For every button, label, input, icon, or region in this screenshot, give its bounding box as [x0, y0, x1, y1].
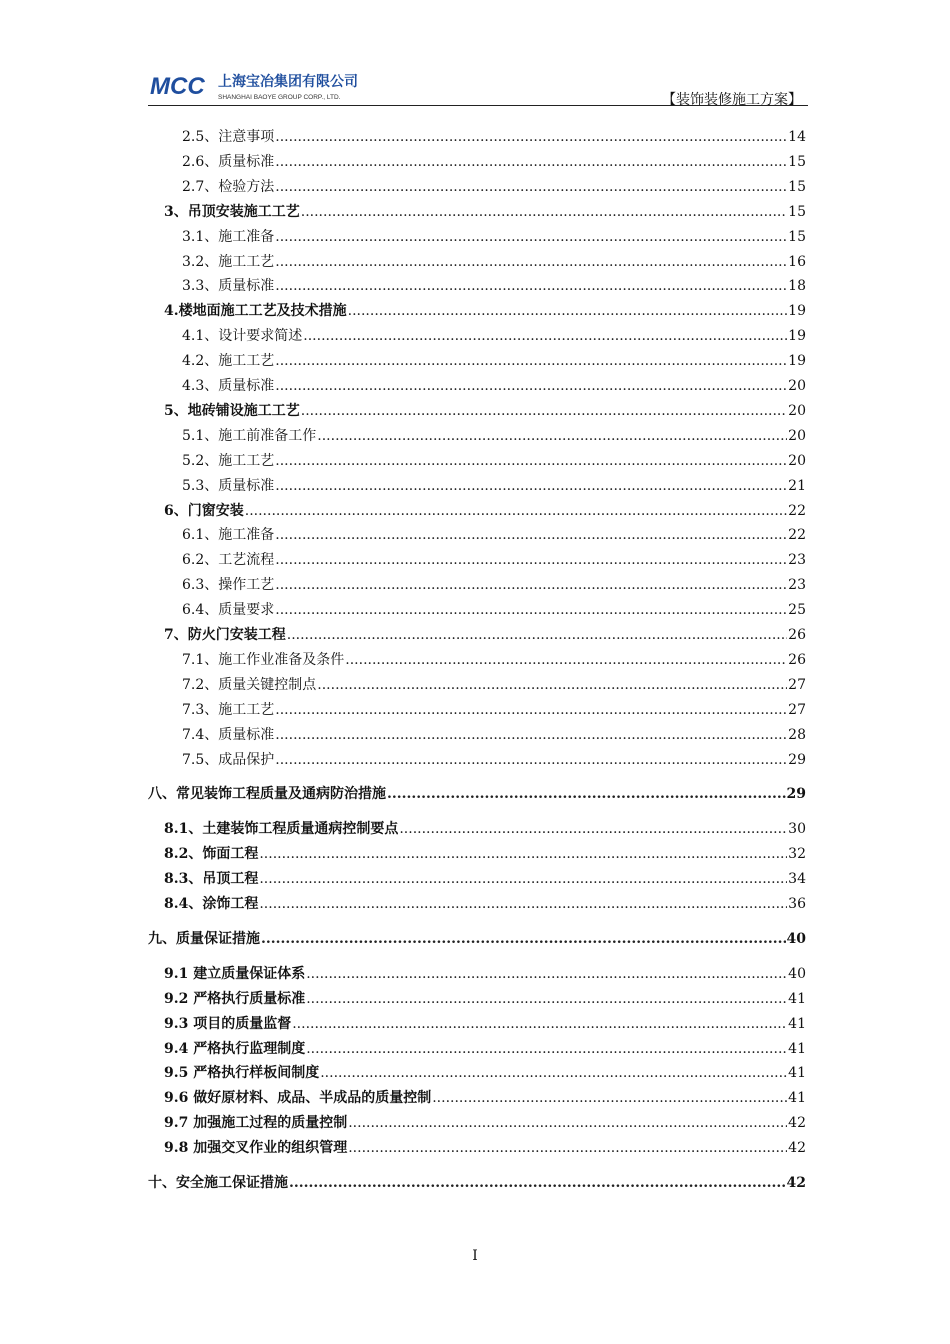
- toc-entry-label: 6.1、施工准备: [182, 527, 275, 544]
- toc-entry[interactable]: [148, 1038, 806, 1058]
- toc-entry-label: 2.7、检验方法: [182, 178, 275, 195]
- toc-entry-page: 28: [788, 726, 806, 743]
- toc-entry-label: 6.2、工艺流程: [182, 552, 275, 569]
- toc-entry-label: 5.3、质量标准: [182, 477, 275, 494]
- toc-entry-label: 8.2、饰面工程: [164, 846, 259, 863]
- toc-entry[interactable]: [148, 275, 806, 295]
- document-title: 【装饰装修施工方案】: [662, 92, 802, 108]
- toc-entry-label: 9.3 项目的质量监督: [164, 1015, 292, 1032]
- toc-entry-page: 16: [788, 253, 806, 270]
- toc-entry-label: 7.2、质量关键控制点: [182, 676, 317, 693]
- toc-entry-page: 14: [788, 129, 806, 145]
- toc-dot-leader: [320, 1065, 787, 1081]
- toc-entry[interactable]: [148, 893, 806, 913]
- toc-entry-page: 42: [788, 1115, 806, 1132]
- toc-entry[interactable]: [148, 1172, 806, 1192]
- toc-entry-page: 36: [788, 896, 806, 912]
- toc-entry-label: 2.5、注意事项: [182, 129, 275, 145]
- toc-dot-leader: [292, 1016, 787, 1032]
- toc-dot-leader: [275, 129, 787, 145]
- toc-entry-page: 22: [788, 502, 806, 519]
- toc-entry[interactable]: [148, 425, 806, 445]
- toc-dot-leader: [345, 652, 787, 668]
- toc-entry-label: 6、门窗安装: [164, 502, 244, 519]
- toc-entry-label: 4.1、设计要求简述: [182, 328, 303, 345]
- toc-entry-label: 9.6 做好原材料、成品、半成品的质量控制: [164, 1090, 432, 1107]
- toc-entry-page: 20: [788, 452, 806, 469]
- page-number: I: [472, 1248, 478, 1264]
- toc-dot-leader: [259, 871, 787, 887]
- toc-entry[interactable]: [148, 574, 806, 594]
- toc-entry-page: 27: [788, 701, 806, 718]
- toc-entry-page: 18: [788, 278, 806, 295]
- toc-dot-leader: [301, 403, 787, 419]
- toc-entry-page: 19: [788, 353, 806, 370]
- toc-dot-leader: [275, 527, 787, 543]
- toc-dot-leader: [275, 353, 787, 369]
- toc-entry[interactable]: [148, 151, 806, 171]
- toc-entry-page: 15: [788, 203, 806, 220]
- toc-dot-leader: [275, 602, 787, 618]
- toc-entry-page: 25: [788, 602, 806, 619]
- toc-entry-page: 42: [786, 1175, 806, 1191]
- toc-dot-leader: [275, 752, 787, 768]
- toc-entry-label: 8.4、涂饰工程: [164, 896, 259, 912]
- toc-dot-leader: [275, 278, 787, 294]
- toc-entry-page: 20: [788, 427, 806, 444]
- toc-entry[interactable]: [148, 868, 806, 888]
- toc-entry[interactable]: [148, 1137, 806, 1157]
- toc-entry-page: 41: [788, 1090, 806, 1107]
- toc-dot-leader: [432, 1090, 787, 1106]
- toc-dot-leader: [275, 727, 787, 743]
- toc-entry[interactable]: [148, 226, 806, 246]
- toc-dot-leader: [306, 966, 787, 982]
- toc-entry-page: 15: [788, 228, 806, 245]
- toc-entry-label: 8.1、土建装饰工程质量通病控制要点: [164, 821, 399, 838]
- toc-entry-label: 9.2 严格执行质量标准: [164, 990, 306, 1007]
- toc-entry-page: 23: [788, 552, 806, 569]
- toc-entry-page: 41: [788, 1065, 806, 1082]
- toc-entry-page: 22: [788, 527, 806, 544]
- toc-dot-leader: [287, 627, 787, 643]
- toc-entry-page: 40: [788, 965, 806, 982]
- toc-entry-label: 7.5、成品保护: [182, 751, 275, 768]
- logo-mark: MCC: [150, 73, 205, 100]
- toc-dot-leader: [275, 478, 787, 494]
- toc-entry-page: 19: [788, 328, 806, 345]
- toc-entry-label: 9.4 严格执行监理制度: [164, 1040, 306, 1057]
- toc-entry-page: 41: [788, 1040, 806, 1057]
- toc-entry[interactable]: [148, 843, 806, 863]
- toc-dot-leader: [306, 991, 787, 1007]
- toc-entry-page: 34: [788, 871, 806, 888]
- toc-entry-label: 5.1、施工前准备工作: [182, 427, 317, 444]
- toc-dot-leader: [306, 1041, 787, 1057]
- toc-entry[interactable]: [148, 599, 806, 619]
- toc-entry[interactable]: [148, 475, 806, 495]
- toc-entry[interactable]: [148, 1112, 806, 1132]
- toc-entry[interactable]: [148, 649, 806, 669]
- toc-entry-label: 九、质量保证措施: [148, 930, 260, 947]
- toc-dot-leader: [275, 254, 787, 270]
- toc-entry[interactable]: [148, 524, 806, 544]
- toc-entry-label: 3、吊顶安装施工工艺: [164, 203, 300, 220]
- toc-dot-leader: [348, 1140, 787, 1156]
- toc-entry-page: 20: [788, 402, 806, 419]
- toc-entry-label: 6.3、操作工艺: [182, 577, 275, 594]
- toc-entry-label: 4.3、质量标准: [182, 378, 275, 394]
- toc-dot-leader: [399, 821, 787, 837]
- toc-dot-leader: [259, 896, 787, 912]
- toc-entry[interactable]: [148, 325, 806, 345]
- toc-entry-page: 20: [788, 378, 806, 394]
- toc-entry[interactable]: [148, 783, 806, 803]
- toc-entry[interactable]: [148, 624, 806, 644]
- toc-dot-leader: [259, 846, 787, 862]
- toc-entry-label: 7、防火门安装工程: [164, 627, 286, 643]
- toc-entry[interactable]: [148, 963, 806, 983]
- toc-entry[interactable]: [148, 375, 806, 395]
- toc-dot-leader: [317, 677, 787, 693]
- toc-entry[interactable]: [148, 1087, 806, 1107]
- toc-entry[interactable]: [148, 400, 806, 420]
- toc-entry[interactable]: [148, 674, 806, 694]
- toc-entry-label: 8.3、吊顶工程: [164, 871, 259, 888]
- toc-entry[interactable]: [148, 176, 806, 196]
- toc-dot-leader: [348, 303, 788, 319]
- toc-entry[interactable]: [148, 1013, 806, 1033]
- toc-entry-page: 40: [786, 930, 806, 947]
- toc-entry-label: 八、常见装饰工程质量及通病防治措施: [148, 786, 386, 803]
- toc-entry-label: 3.2、施工工艺: [182, 253, 275, 270]
- toc-entry[interactable]: [148, 749, 806, 769]
- toc-entry-page: 41: [788, 990, 806, 1007]
- toc-entry[interactable]: [148, 1062, 806, 1082]
- toc-entry-page: 29: [786, 786, 806, 803]
- toc-entry[interactable]: [148, 724, 806, 744]
- toc-entry-page: 19: [788, 303, 806, 320]
- header-divider: [148, 105, 808, 106]
- toc-entry-label: 6.4、质量要求: [182, 602, 275, 619]
- toc-dot-leader: [245, 503, 787, 519]
- toc-entry[interactable]: [148, 818, 806, 838]
- toc-entry-label: 4.2、施工工艺: [182, 353, 275, 370]
- toc-entry[interactable]: [148, 988, 806, 1008]
- toc-entry[interactable]: [148, 126, 806, 146]
- company-logo: [148, 68, 408, 104]
- toc-entry-page: 42: [788, 1140, 806, 1157]
- toc-entry[interactable]: [148, 549, 806, 569]
- toc-entry-label: 5.2、施工工艺: [182, 452, 275, 469]
- toc-dot-leader: [301, 204, 787, 220]
- toc-entry-label: 9.7 加强施工过程的质量控制: [164, 1115, 348, 1132]
- toc-entry-page: 29: [788, 751, 806, 768]
- toc-entry[interactable]: [148, 350, 806, 370]
- toc-entry-page: 15: [788, 153, 806, 170]
- toc-entry-label: 9.8 加强交叉作业的组织管理: [164, 1140, 348, 1157]
- toc-dot-leader: [387, 786, 786, 802]
- toc-entry-label: 7.1、施工作业准备及条件: [182, 651, 345, 668]
- toc-dot-leader: [275, 179, 787, 195]
- toc-entry-label: 7.4、质量标准: [182, 726, 275, 743]
- toc-dot-leader: [275, 453, 787, 469]
- toc-dot-leader: [275, 577, 787, 593]
- toc-entry[interactable]: [148, 450, 806, 470]
- toc-entry-label: 3.1、施工准备: [182, 228, 275, 245]
- toc-entry-label: 十、安全施工保证措施: [148, 1175, 288, 1191]
- toc-entry-label: 9.5 严格执行样板间制度: [164, 1065, 320, 1082]
- toc-entry[interactable]: [148, 500, 806, 520]
- toc-entry-page: 32: [788, 846, 806, 863]
- toc-entry-page: 23: [788, 577, 806, 594]
- toc-entry[interactable]: [148, 201, 806, 221]
- toc-entry-label: 7.3、施工工艺: [182, 701, 275, 718]
- toc-dot-leader: [317, 428, 787, 444]
- toc-entry-label: 2.6、质量标准: [182, 153, 275, 170]
- company-name-en: SHANGHAI BAOYE GROUP CORP., LTD.: [218, 94, 341, 101]
- toc-entry-page: 30: [788, 821, 806, 838]
- toc-entry-label: 3.3、质量标准: [182, 278, 275, 295]
- company-name-cn: 上海宝冶集团有限公司: [218, 74, 358, 90]
- toc-entry-page: 26: [788, 627, 806, 643]
- toc-dot-leader: [303, 328, 787, 344]
- toc-dot-leader: [275, 702, 787, 718]
- toc-dot-leader: [275, 552, 787, 568]
- toc-entry-label: 4.楼地面施工工艺及技术措施: [164, 303, 347, 320]
- toc-entry[interactable]: [148, 928, 806, 948]
- toc-entry[interactable]: [148, 251, 806, 271]
- toc-dot-leader: [289, 1175, 786, 1191]
- toc-entry-page: 21: [788, 477, 806, 494]
- toc-dot-leader: [275, 154, 787, 170]
- toc-entry[interactable]: [148, 699, 806, 719]
- toc-entry-label: 5、地砖铺设施工工艺: [164, 402, 300, 419]
- toc-dot-leader: [261, 931, 786, 947]
- toc-entry-page: 27: [788, 676, 806, 693]
- toc-dot-leader: [275, 229, 787, 245]
- toc-entry[interactable]: [148, 300, 806, 320]
- toc-entry-label: 9.1 建立质量保证体系: [164, 965, 306, 982]
- toc-dot-leader: [348, 1115, 787, 1131]
- toc-dot-leader: [275, 378, 787, 394]
- toc-entry-page: 41: [788, 1015, 806, 1032]
- toc-entry-page: 15: [788, 178, 806, 195]
- toc-entry-page: 26: [788, 651, 806, 668]
